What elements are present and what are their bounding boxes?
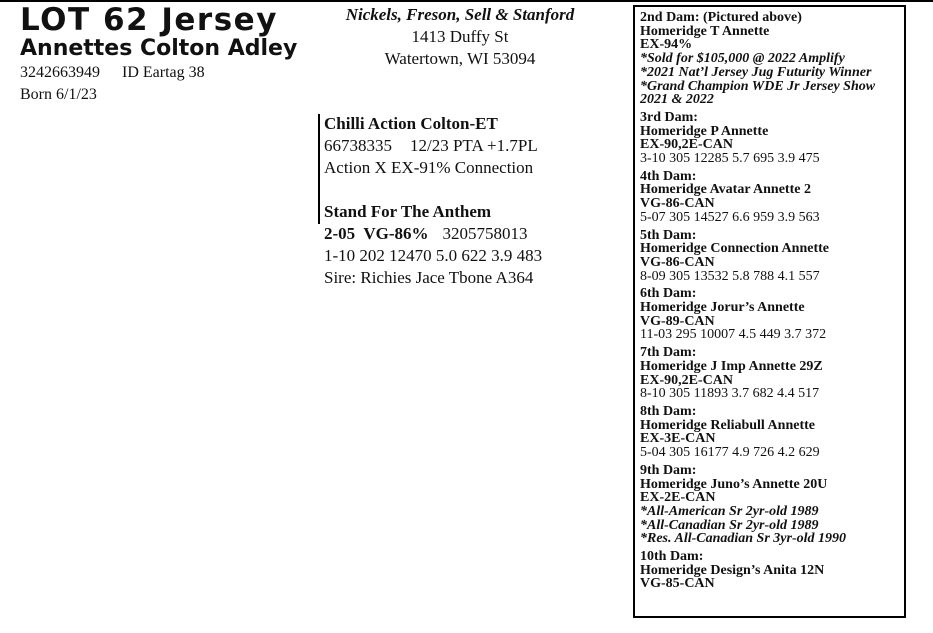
- generation-note: *All-American Sr 2yr-old 1989: [640, 503, 819, 519]
- lot-title: LOT 62 Jersey: [20, 2, 278, 38]
- sire-reg-line: [324, 135, 538, 157]
- dam-generation-list: [640, 11, 904, 591]
- generation-classification: VG-86-CAN: [640, 196, 715, 212]
- dam-generation: [640, 111, 904, 166]
- generation-record: 11-03 295 10007 4.5 449 3.7 372: [640, 327, 827, 343]
- generation-note: *All-Canadian Sr 2yr-old 1989: [640, 517, 819, 533]
- dam-reg: 3205758013: [442, 224, 528, 243]
- sire-pedigree: Action X EX-91% Connection: [324, 158, 534, 177]
- dam-family-box: [633, 5, 906, 618]
- generation-label: 6th Dam:: [640, 286, 697, 302]
- generation-note: *2021 Nat’l Jersey Jug Futurity Winner: [640, 64, 872, 80]
- generation-classification: EX-2E-CAN: [640, 490, 716, 506]
- dam-generation: [640, 11, 904, 107]
- generation-classification: EX-90,2E-CAN: [640, 137, 733, 153]
- generation-label: 2nd Dam: (Pictured above): [640, 10, 802, 25]
- generation-classification: VG-85-CAN: [640, 576, 715, 592]
- dam-generation: [640, 346, 904, 401]
- generation-name: Homeridge J Imp Annette 29Z: [640, 358, 823, 374]
- generation-classification: VG-89-CAN: [640, 313, 715, 329]
- generation-name: Homeridge Jorur’s Annette: [640, 300, 805, 316]
- generation-name: Homeridge T Annette: [640, 23, 770, 39]
- generation-classification: EX-90,2E-CAN: [640, 372, 733, 388]
- sire-reg: 66738335: [324, 136, 392, 155]
- consigner-name: Nickels, Freson, Sell & Stanford: [345, 5, 575, 24]
- generation-label: 7th Dam:: [640, 345, 697, 361]
- consigner-address: 1413 Duffy St: [411, 27, 509, 46]
- generation-name: Homeridge Design’s Anita 12N: [640, 562, 825, 578]
- generation-record: 3-10 305 12285 5.7 695 3.9 475: [640, 151, 820, 167]
- dam-generation: [640, 170, 904, 225]
- sire-name: Chilli Action Colton-ET: [324, 114, 498, 133]
- dam-sire: Sire: Richies Jace Tbone A364: [324, 268, 534, 287]
- dam-class-line: [324, 223, 542, 245]
- dam-name: Stand For The Anthem: [324, 202, 492, 221]
- generation-name: Homeridge Avatar Annette 2: [640, 182, 811, 198]
- generation-name: Homeridge Connection Annette: [640, 241, 829, 257]
- dam-generation: [640, 405, 904, 460]
- registration-line: [20, 64, 205, 82]
- consigner-city: Watertown, WI 53094: [384, 49, 536, 68]
- generation-label: 4th Dam:: [640, 168, 697, 184]
- generation-record: 5-07 305 14527 6.6 959 3.9 563: [640, 209, 820, 225]
- sire-block: [324, 113, 538, 179]
- generation-note: *Res. All-Canadian Sr 3yr-old 1990: [640, 531, 847, 547]
- dam-generation: [640, 550, 904, 591]
- dam-generation: [640, 287, 904, 342]
- animal-name: Annettes Colton Adley: [20, 36, 298, 61]
- generation-name: Homeridge Reliabull Annette: [640, 417, 815, 433]
- generation-record: 8-10 305 11893 3.7 682 4.4 517: [640, 386, 820, 402]
- generation-label: 8th Dam:: [640, 403, 697, 419]
- generation-note: *Sold for $105,000 @ 2022 Amplify: [640, 51, 845, 67]
- dam-block: [324, 201, 542, 289]
- birth-date: Born 6/1/23: [20, 86, 97, 103]
- consigner-block: [330, 4, 590, 70]
- eartag-id: ID Eartag 38: [122, 64, 205, 81]
- generation-record: 8-09 305 13532 5.8 788 4.1 557: [640, 268, 820, 284]
- generation-classification: VG-86-CAN: [640, 254, 715, 270]
- pedigree-bracket: [318, 114, 320, 224]
- generation-name: Homeridge P Annette: [640, 123, 769, 139]
- dam-classification: 2-05 VG-86%: [324, 224, 429, 243]
- generation-classification: EX-3E-CAN: [640, 431, 716, 447]
- generation-note: 2021 & 2022: [640, 92, 714, 108]
- dam-record: 1-10 202 12470 5.0 622 3.9 483: [324, 246, 543, 265]
- generation-name: Homeridge Juno’s Annette 20U: [640, 476, 828, 492]
- generation-note: *Grand Champion WDE Jr Jersey Show: [640, 78, 876, 94]
- dam-generation: [640, 229, 904, 284]
- generation-label: 9th Dam:: [640, 462, 697, 478]
- generation-label: 5th Dam:: [640, 227, 697, 243]
- generation-record: 5-04 305 16177 4.9 726 4.2 629: [640, 445, 820, 461]
- generation-label: 10th Dam:: [640, 549, 704, 565]
- generation-classification: EX-94%: [640, 37, 693, 53]
- sire-proof: 12/23 PTA +1.7PL: [410, 136, 538, 155]
- generation-label: 3rd Dam:: [640, 109, 698, 125]
- dam-generation: [640, 464, 904, 546]
- registration-number: 3242663949: [20, 64, 100, 81]
